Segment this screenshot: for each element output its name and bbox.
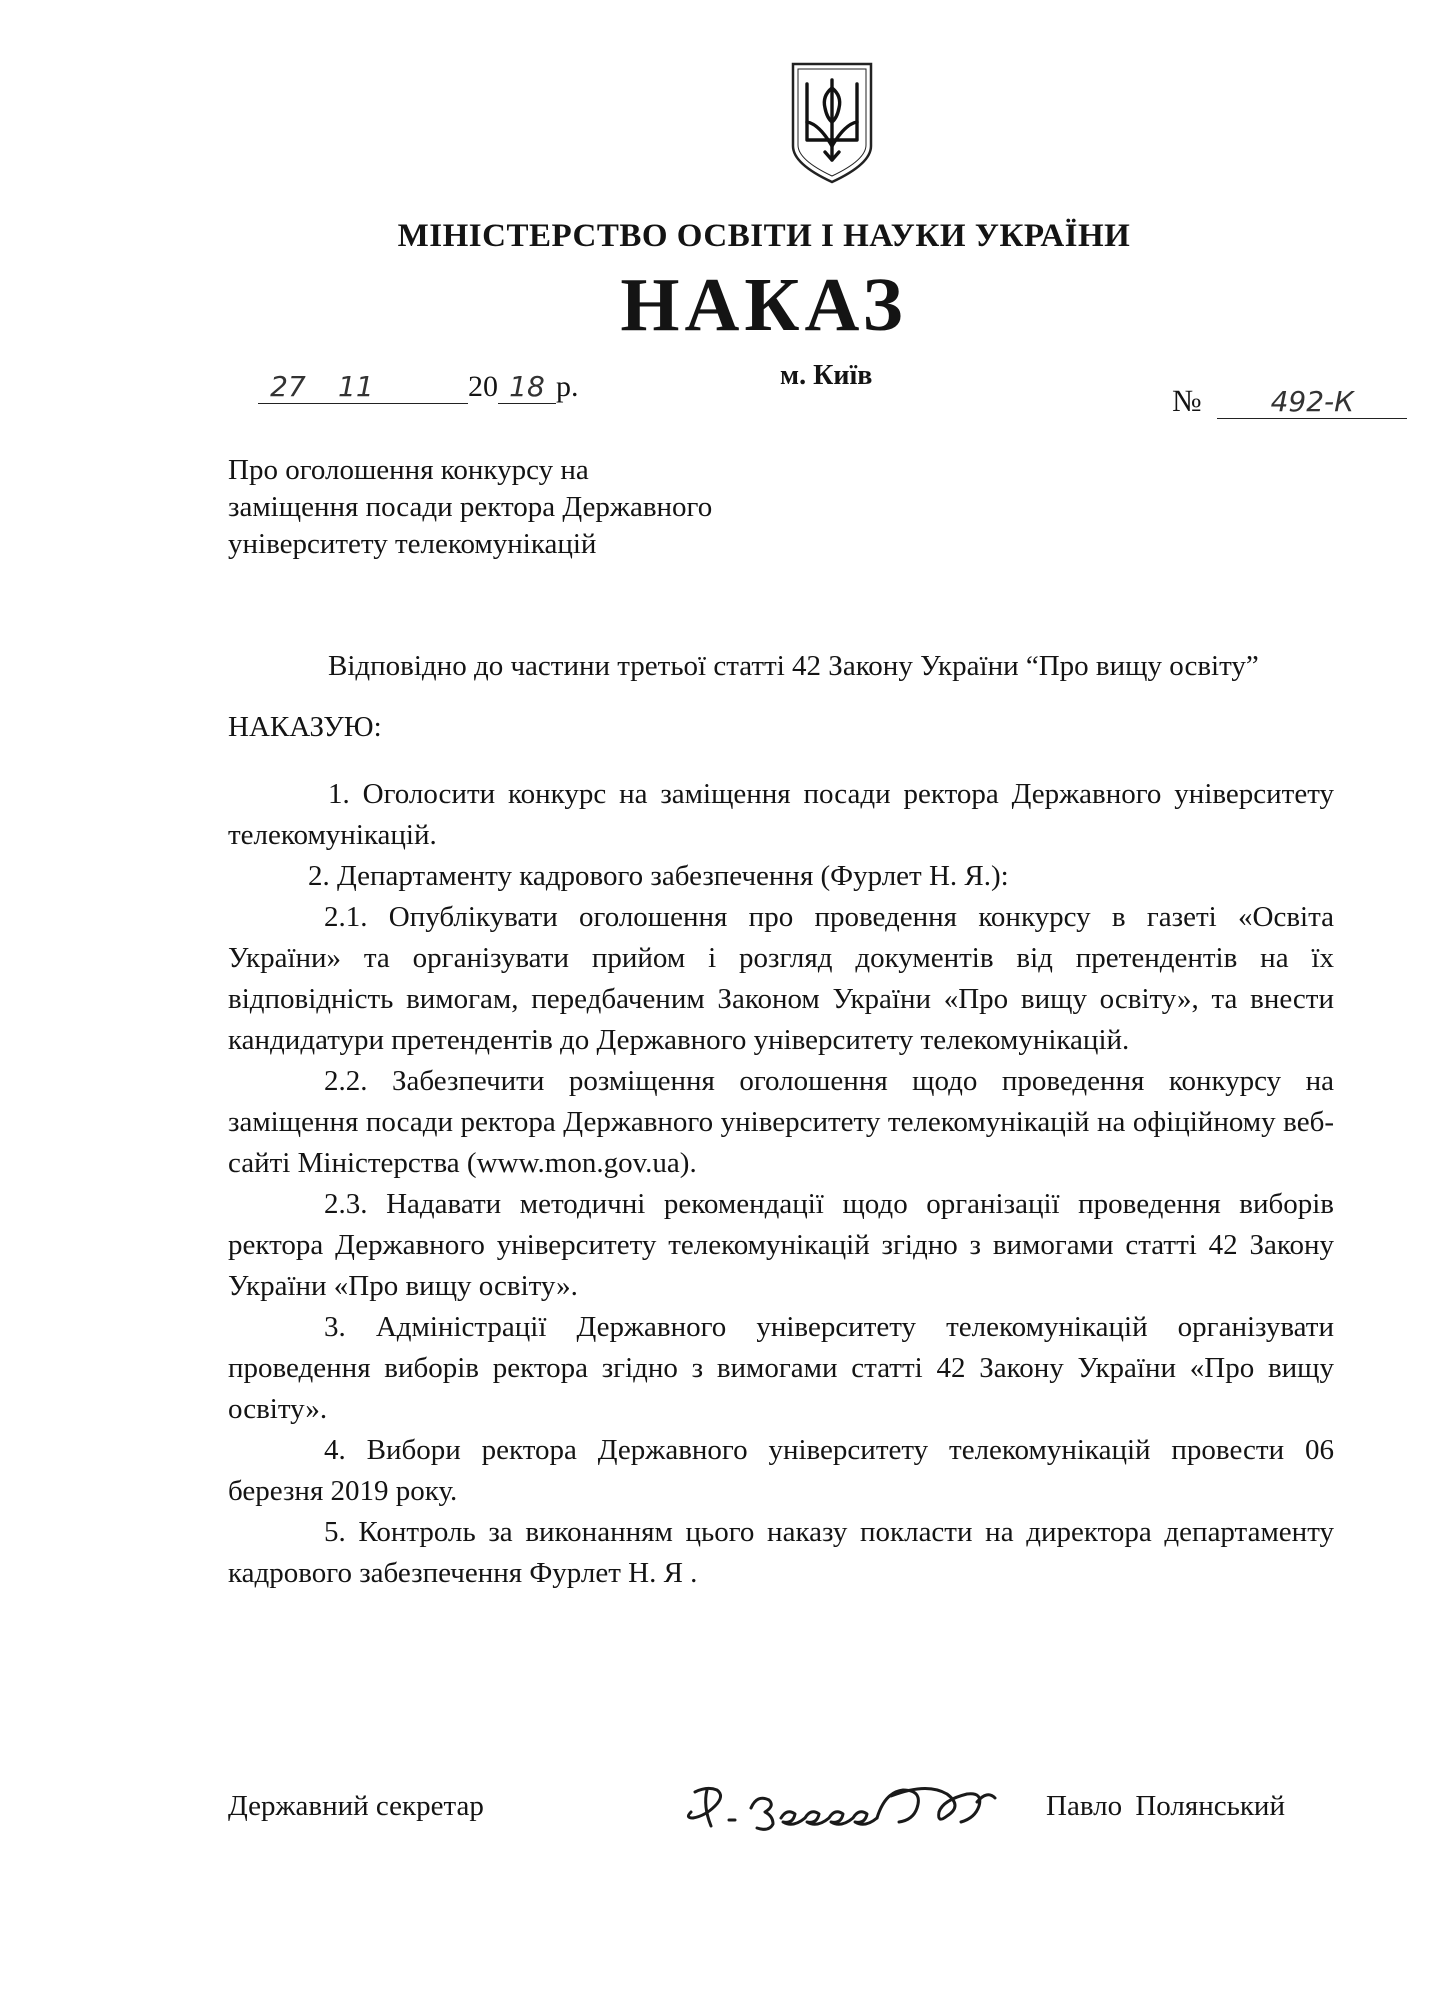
signer-name: Павло Полянський: [1046, 1790, 1285, 1822]
order-number: [1172, 383, 1407, 419]
order-item-3: 3. Адміністрації Державного університету телекомунікацій організувати проведення виборів ректора згідно з вимогами статті 42 Закону України «Про вищу освіту».: [228, 1311, 1334, 1425]
city: м. Київ: [780, 360, 873, 391]
order-item-2-2: 2.2. Забезпечити розміщення оголошення щодо проведення конкурсу на заміщення посади ректора Державного університету телекомунікацій на офіційному веб-сайті Міністерства (www.mon.gov.ua).: [228, 1065, 1334, 1179]
ministry-name: МІНІСТЕРСТВО ОСВІТИ І НАУКИ УКРАЇНИ: [397, 218, 1131, 254]
order-subject: [228, 452, 712, 563]
preamble: Відповідно до частини третьої статті 42 Закону України “Про вищу освіту”: [328, 650, 1259, 682]
subject-line: університету телекомунікацій: [228, 528, 597, 560]
order-date: [258, 370, 579, 404]
order-body: [228, 646, 1334, 1594]
subject-line: заміщення посади ректора Державного: [228, 491, 713, 523]
order-item-1: 1. Оголосити конкурс на заміщення посади ректора Державного університету телекомунікацій.: [228, 778, 1334, 851]
order-item-2-1: 2.1. Опублікувати оголошення про проведення конкурсу в газеті «Освіта України» та організувати прийом і розгляд документів від претендентів на їх відповідність вимогам, передбаченим Законом України «Про вищу освіту», та внести кандидатури претендентів до Державного університету телекомунікацій.: [228, 901, 1334, 1056]
handwritten-signature-icon: [677, 1772, 1012, 1850]
date-day: 27: [258, 370, 318, 404]
order-item-4: 4. Вибори ректора Державного університету телекомунікацій провести 06 березня 2019 року.: [228, 1434, 1334, 1507]
order-item-5: 5. Контроль за виконанням цього наказу покласти на директора департаменту кадрового забезпечення Фурлет Н. Я .: [228, 1516, 1334, 1589]
subject-line: Про оголошення конкурсу на: [228, 454, 589, 486]
number-label: №: [1172, 383, 1202, 418]
order-item-2-3: 2.3. Надавати методичні рекомендації щодо організації проведення виборів ректора Державного університету телекомунікацій згідно з вимогами статті 42 Закону України «Про вищу освіту».: [228, 1188, 1334, 1302]
document-title: НАКАЗ: [620, 263, 908, 347]
order-item-2: 2. Департаменту кадрового забезпечення (Фурлет Н. Я.):: [308, 860, 1009, 892]
order-word: НАКАЗУЮ:: [228, 711, 382, 743]
date-year-suffix: 18: [498, 370, 556, 404]
trident-coat-of-arms-icon: [787, 60, 877, 186]
date-month: 11: [318, 370, 468, 404]
signer-position: Державний секретар: [228, 1790, 484, 1822]
number-value: 492-К: [1217, 385, 1407, 419]
date-suffix: р.: [556, 370, 579, 403]
date-year-prefix: 20: [468, 370, 498, 403]
